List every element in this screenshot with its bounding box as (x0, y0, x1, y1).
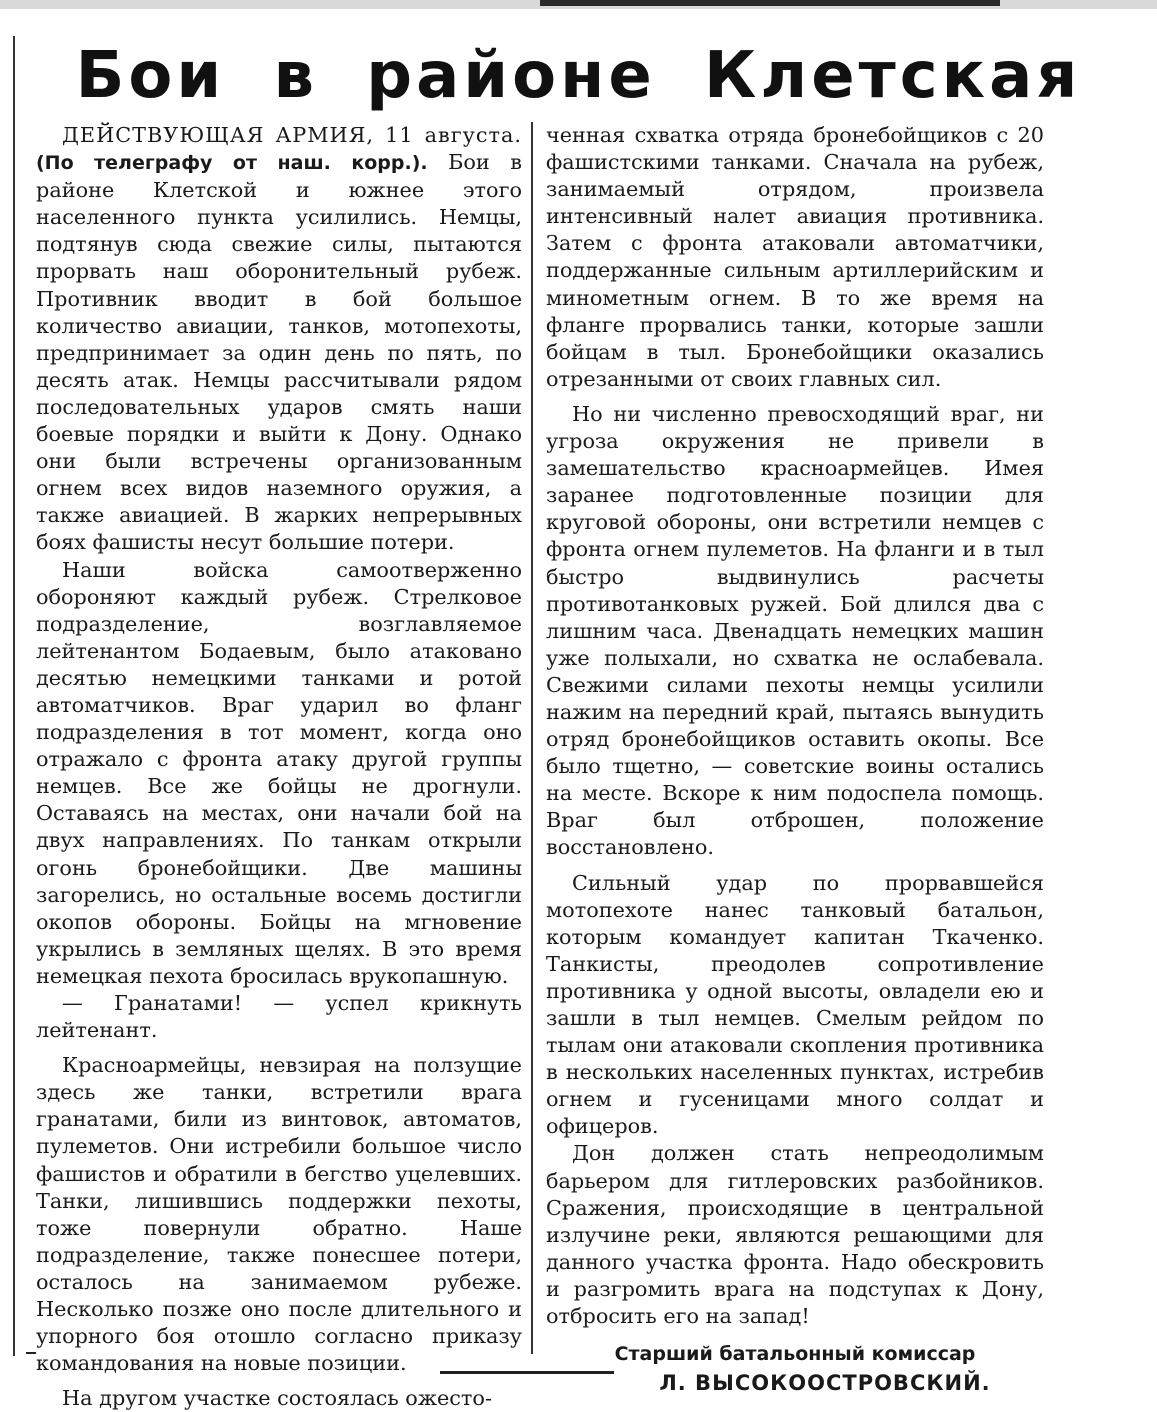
paragraph-text: Бои в районе Клетской и южнее этого населенного пункта усилились. Немцы, подтянув сюда свежие силы, пытаются прорвать наш оборонительный рубеж. Противник вводит в бой большое количество авиации, танков, мотопехоты, предпринимает за один день по пять, по десять атак. Немцы рассчитывали рядом последовательных ударов смять наши боевые порядки и выйти к Дону. Однако они были встречены организованным огнем всех видов наземного оружия, а также авиацией. В жарких непрерывных боях фашисты несут большие потери. (36, 150, 522, 555)
byline-title: Старший батальонный комиссар (614, 1343, 976, 1366)
paragraph: Дон должен стать непреодолимым барьером для гитлеровских разбойников. Сражения, происходящие в центральной излучине реки, являются решающими для данного участка фронта. Надо обескровить и разгромить врага на подступах к Дону, отбросить его на запад! (546, 1141, 1044, 1329)
paragraph: ченная схватка отряда бронебойщиков с 20 фашистскими танками. Сначала на рубеж, занимаемый отрядом, произвела интенсивный налет авиация противника. Затем с фронта атаковали автоматчики, поддержанные сильным артиллерийским и минометным огнем. В то же время на фланге прорвались танки, которые зашли бойцам в тыл. Бронебойщики оказались отрезанными от своих главных сил. (546, 123, 1044, 391)
article-column-left (36, 122, 522, 1412)
paragraph: Наши войска самоотверженно обороняют каждый рубеж. Стрелковое подразделение, возглавляемое лейтенантом Бодаевым, было атаковано десятью немецкими танками и ротой автоматчиков. Враг ударил во фланг подразделения в тот момент, когда оно отражало с фронта атаку другой группы немцев. Все же бойцы не дрогнули. Оставаясь на местах, они начали бой на двух направлениях. По танкам открыли огонь бронебойщики. Две машины загорелись, но остальные восемь достигли окопов обороны. Бойцы на мгновение укрылись в земляных щелях. В это время немецкая пехота бросилась врукопашную. (36, 557, 522, 988)
headline: Бои в районе Клетская (75, 39, 1082, 113)
paragraph: Красноармейцы, невзирая на ползущие здесь же танки, встретили врага гранатами, били из винтовок, автоматов, пулеметов. Они истребили большое число фашистов и обратили в бегство уцелевших. Танки, лишившись поддержки пехоты, тоже повернули обратно. Наше подразделение, также понесшее потери, осталось на занимаемом рубеже. Несколько позже оно после длительного и упорного боя отошло согласно приказу командования на новые позиции. (36, 1053, 522, 1376)
top-border-dark (540, 0, 1000, 6)
margin-dash (26, 1352, 36, 1354)
source-note: (По телеграфу от наш. корр.). (36, 152, 428, 175)
left-margin-rule (13, 36, 15, 1356)
byline (546, 1340, 1044, 1398)
byline-name: Л. ВЫСОКООСТРОВСКИЙ. (659, 1371, 991, 1396)
paragraph: Сильный удар по прорвавшейся мотопехоте нанес танковый батальон, которым командует капитан Ткаченко. Танкисты, преодолев сопротивление противника у одной высоты, овладели ею и зашли в тыл немцев. Смелым рейдом по тылам они атаковали скопления противника в нескольких населенных пунктах, истребив огнем и гусеницами много солдат и офицеров. (546, 870, 1044, 1139)
paragraph: — Гранатами! — успел крикнуть лейтенант. (36, 991, 522, 1043)
article-column-right (546, 122, 1044, 1398)
paragraph (36, 122, 522, 557)
paragraph: Но ни численно превосходящий враг, ни угроза окружения не привели в замешательство красноармейцев. Имея заранее подготовленные позиции для круговой обороны, они встретили немцев с фронта огнем пулеметов. На фланги и в тыл быстро выдвинулись расчеты противотанковых ружей. Бой длился два с лишним часа. Двенадцать немецких машин уже полыхали, но схватка не ослабевала. Свежими силами пехоты немцы усилили нажим на передний край, пытаясь вынудить отряд бронебойщиков оставить окопы. Все было тщетно, — советские воины остались на месте. Вскоре к ним подоспела помощь. Враг был отброшен, положение восстановлено. (546, 401, 1044, 860)
paragraph: На другом участке состоялась ожесто- (62, 1386, 492, 1411)
bottom-rule (440, 1371, 614, 1374)
dateline: ДЕЙСТВУЮЩАЯ АРМИЯ, 11 августа. (62, 123, 522, 147)
column-divider (531, 122, 533, 1354)
